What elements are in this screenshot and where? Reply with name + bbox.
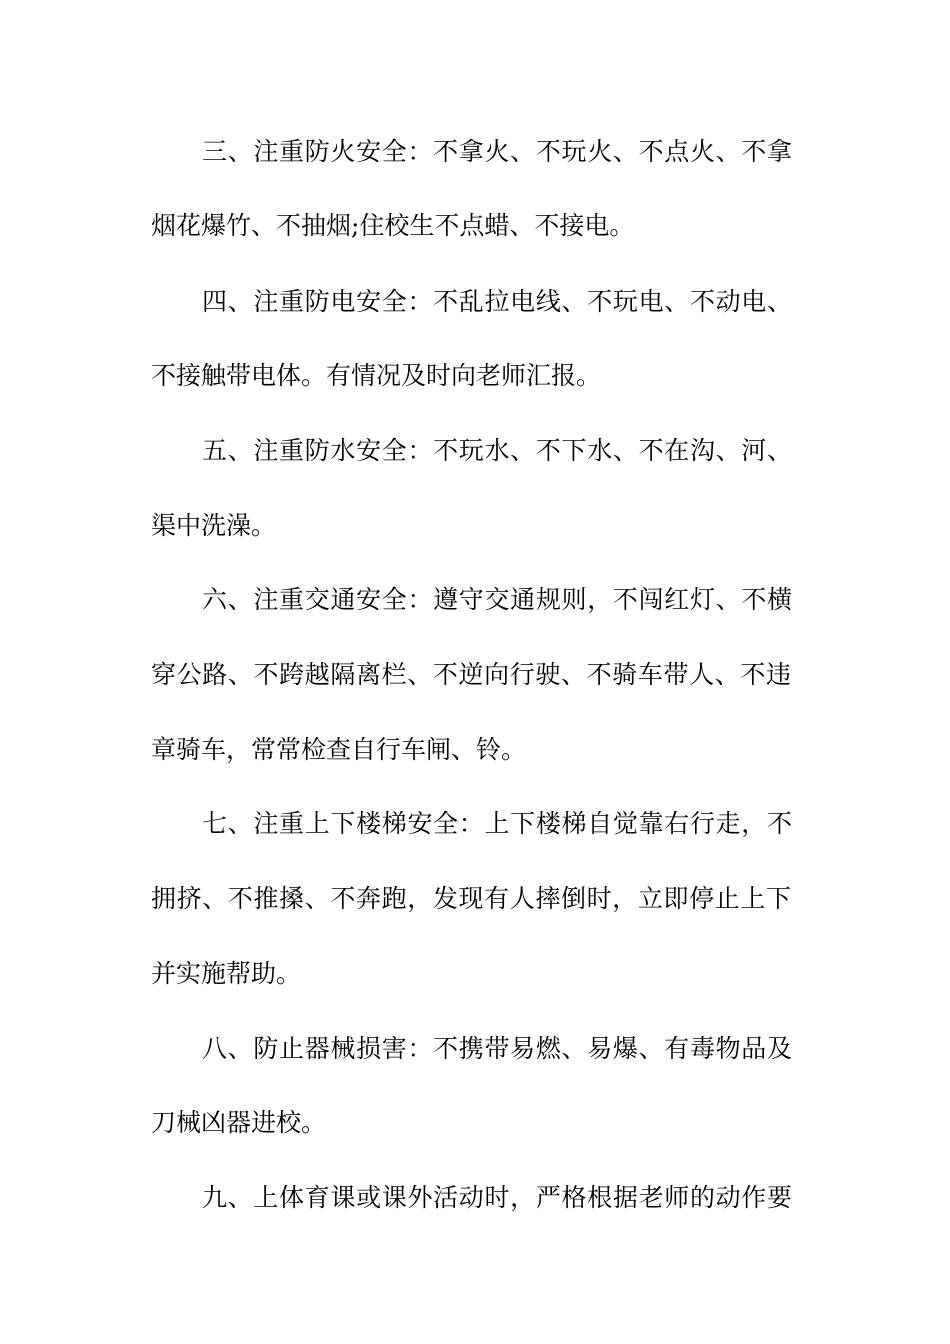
paragraph-6-line-2: 穿公路、不跨越隔离栏、不逆向行驶、不骑车带人、不违 xyxy=(151,660,791,689)
paragraph-6-line-1: 六、注重交通安全：遵守交通规则，不闯红灯、不横 xyxy=(202,585,792,614)
paragraph-3-line-1: 三、注重防火安全：不拿火、不玩火、不点火、不拿 xyxy=(202,137,792,166)
paragraph-3-line-2: 烟花爆竹、不抽烟;住校生不点蜡、不接电。 xyxy=(151,211,635,240)
paragraph-7-line-2: 拥挤、不推搡、不奔跑，发现有人摔倒时，立即停止上下 xyxy=(151,884,791,913)
paragraph-4-line-1: 四、注重防电安全：不乱拉电线、不玩电、不动电、 xyxy=(202,287,792,316)
paragraph-9-line-1: 九、上体育课或课外活动时，严格根据老师的动作要 xyxy=(202,1183,792,1212)
paragraph-5-line-2: 渠中洗澡。 xyxy=(151,511,277,540)
paragraph-7-line-1: 七、注重上下楼梯安全：上下楼梯自觉靠右行走，不 xyxy=(202,809,792,838)
paragraph-5-line-1: 五、注重防水安全：不玩水、不下水、不在沟、河、 xyxy=(202,436,792,465)
paragraph-7-line-3: 并实施帮助。 xyxy=(151,959,302,988)
paragraph-4-line-2: 不接触带电体。有情况及时向老师汇报。 xyxy=(151,361,602,390)
paragraph-8-line-1: 八、防止器械损害：不携带易燃、易爆、有毒物品及 xyxy=(202,1034,792,1063)
paragraph-6-line-3: 章骑车，常常检查自行车闸、铃。 xyxy=(151,735,527,764)
paragraph-8-line-2: 刀械凶器进校。 xyxy=(151,1108,327,1137)
